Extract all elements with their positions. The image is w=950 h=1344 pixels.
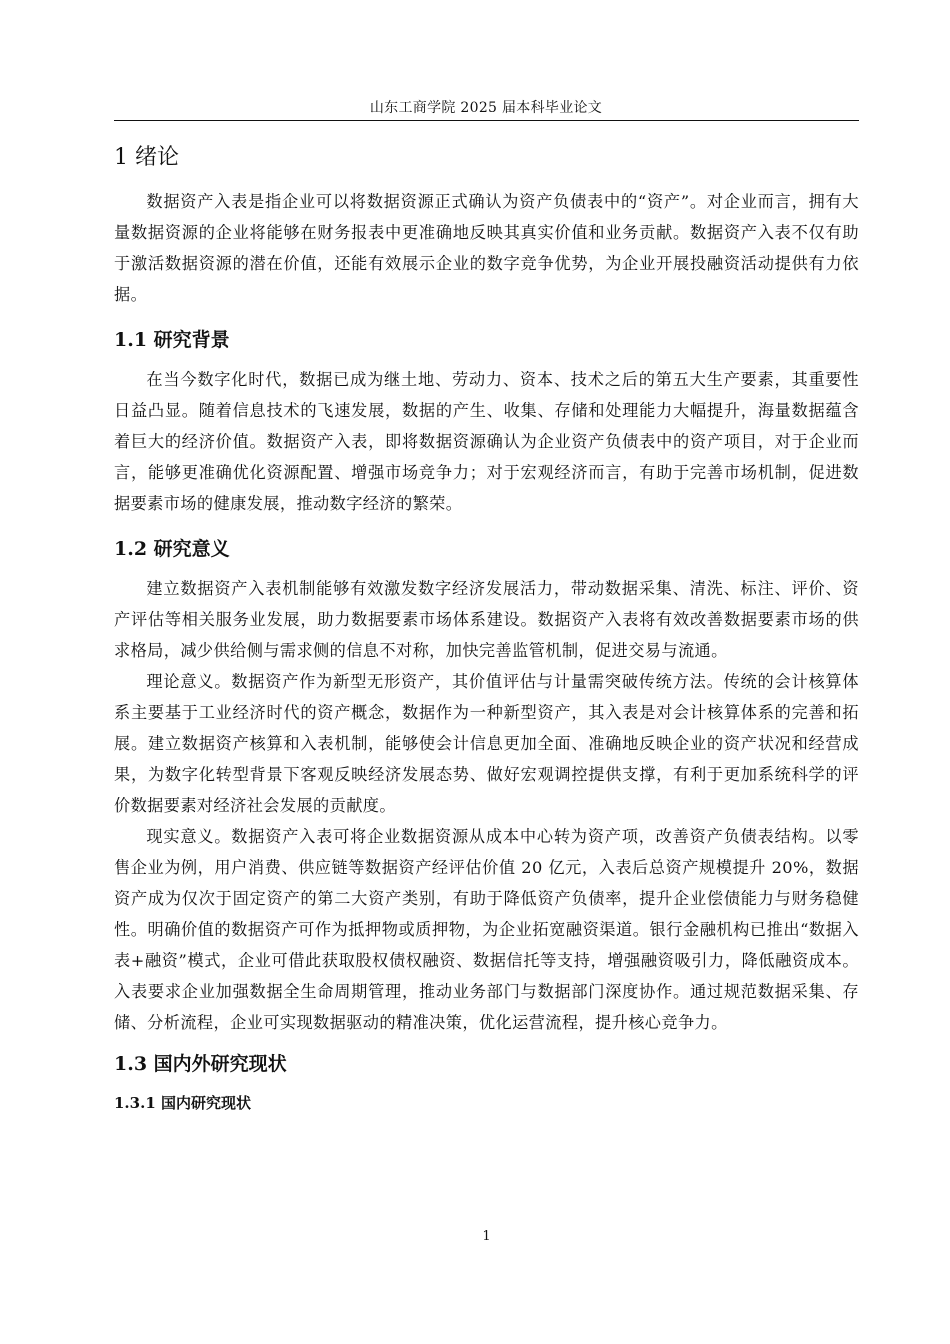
section-title-research-status: 1.3 国内外研究现状 (114, 1053, 287, 1075)
background-paragraph: 在当今数字化时代，数据已成为继土地、劳动力、资本、技术之后的第五大生产要素，其重要性日益凸显。随着信息技术的飞速发展，数据的产生、收集、存储和处理能力大幅提升，海量数据蕴含着巨大的经济价值。数据资产入表，即将数据资源确认为企业资产负债表中的资产项目，对于企业而言，能够更准确优化资源配置、增强市场竞争力；对于宏观经济而言，有助于完善市场机制，促进数据要素市场的健康发展，推动数字经济的繁荣。 (114, 370, 859, 513)
chapter-title: 1 绪论 (114, 145, 179, 170)
page-content (114, 136, 859, 1118)
significance-paragraph-theory: 理论意义。数据资产作为新型无形资产，其价值评估与计量需突破传统方法。传统的会计核算体系主要基于工业经济时代的资产概念，数据作为一种新型资产，其入表是对会计核算体系的完善和拓展。建立数据资产核算和入表机制，能够使会计信息更加全面、准确地反映企业的资产状况和经营成果，为数字化转型背景下客观反映经济发展态势、做好宏观调控提供支撑，有利于更加系统科学的评价数据要素对经济社会发展的贡献度。 (114, 672, 859, 815)
significance-paragraph-practice: 现实意义。数据资产入表可将企业数据资源从成本中心转为资产项，改善资产负债表结构。以零售企业为例，用户消费、供应链等数据资产经评估价值 20 亿元，入表后总资产规模提升 20%，数据资产成为仅次于固定资产的第二大资产类别，有助于降低资产负债率，提升企业偿债能力与财务稳健性。明确价值的数据资产可作为抵押物或质押物，为企业拓宽融资渠道。银行金融机构已推出“数据入表+融资”模式，企业可借此获取股权债权融资、数据信托等支持，增强融资吸引力，降低融资成本。入表要求企业加强数据全生命周期管理，推动业务部门与数据部门深度协作。通过规范数据采集、存储、分析流程，企业可实现数据驱动的精准决策，优化运营流程，提升核心竞争力。 (114, 827, 859, 1032)
significance-paragraph-1: 建立数据资产入表机制能够有效激发数字经济发展活力，带动数据采集、清洗、标注、评价、资产评估等相关服务业发展，助力数据要素市场体系建设。数据资产入表将有效改善数据要素市场的供求格局，减少供给侧与需求侧的信息不对称，加快完善监管机制，促进交易与流通。 (114, 579, 859, 660)
chapter-intro-paragraph: 数据资产入表是指企业可以将数据资源正式确认为资产负债表中的“资产”。对企业而言，拥有大量数据资源的企业将能够在财务报表中更准确地反映其真实价值和业务贡献。数据资产入表不仅有助于激活数据资源的潜在价值，还能有效展示企业的数字竞争优势，为企业开展投融资活动提供有力依据。 (114, 192, 859, 304)
running-header: 山东工商学院 2025 届本科毕业论文 (369, 100, 603, 116)
subsection-title-domestic-research: 1.3.1 国内研究现状 (114, 1094, 251, 1112)
header-rule (114, 120, 859, 121)
section-title-background: 1.1 研究背景 (114, 329, 230, 351)
section-title-significance: 1.2 研究意义 (114, 538, 230, 560)
page-number: 1 (482, 1229, 491, 1244)
